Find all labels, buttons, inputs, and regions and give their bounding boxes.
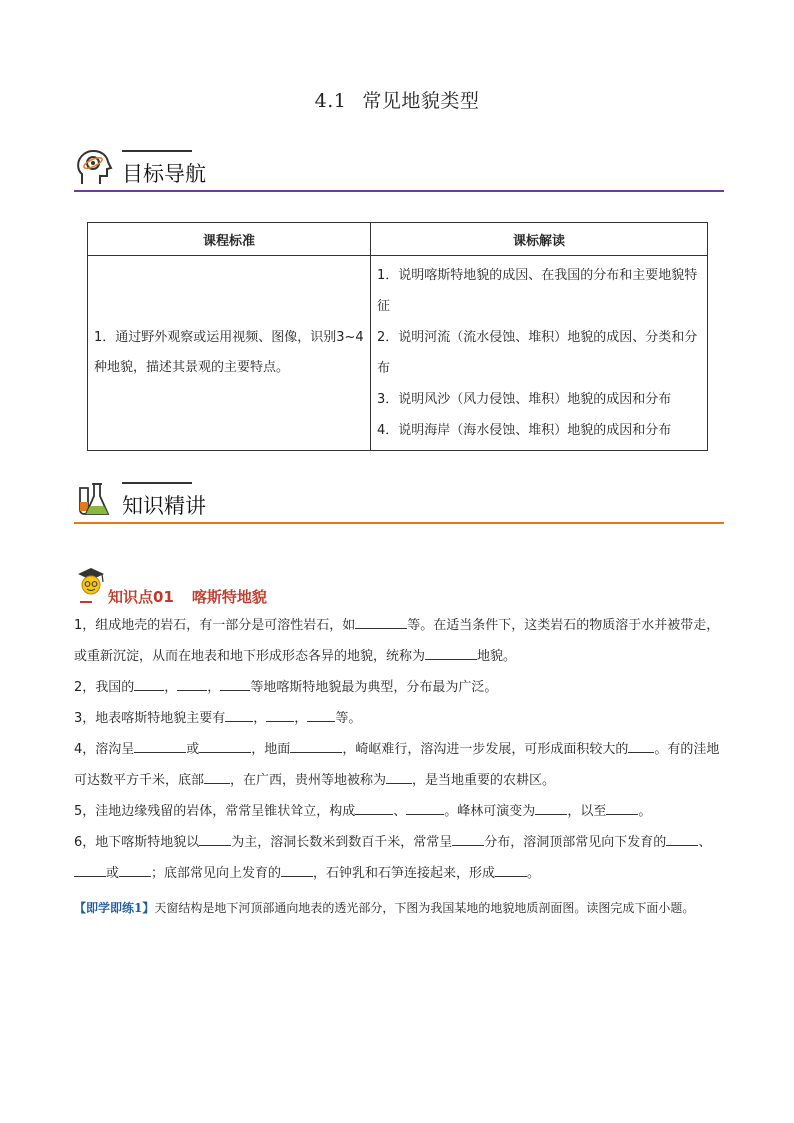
fill-blank[interactable]	[355, 614, 407, 629]
fill-blank[interactable]	[307, 707, 335, 722]
knowledge-point-header	[74, 566, 474, 606]
fill-blank[interactable]	[290, 738, 342, 753]
knowledge-point-topic: 喀斯特地貌	[191, 588, 267, 606]
section-title: 知识精讲	[122, 494, 206, 518]
fill-blank[interactable]	[177, 676, 207, 691]
fill-blank[interactable]	[355, 800, 393, 815]
fill-blank[interactable]	[386, 769, 412, 784]
header-decor-line	[122, 150, 192, 152]
section-number: 4.1	[314, 90, 347, 112]
fill-blank[interactable]	[199, 738, 251, 753]
interpretation-item: 1．说明喀斯特地貌的成因、在我国的分布和主要地貌特征	[377, 268, 698, 314]
fill-blank[interactable]	[281, 862, 313, 877]
table-row	[88, 256, 708, 451]
fill-blank[interactable]	[134, 738, 186, 753]
standard-cell: 1．通过野外观察或运用视频、图像，识别3~4 种地貌，描述其景观的主要特点。	[88, 256, 371, 451]
section-title: 目标导航	[122, 162, 206, 186]
practice-tag: 【即学即练1】	[74, 901, 155, 915]
curriculum-table	[87, 222, 708, 451]
fill-blank[interactable]	[74, 862, 106, 877]
interpretation-item: 2．说明河流（流水侵蚀、堆积）地貌的成因、分类和分布	[377, 330, 698, 376]
paragraph-4: 4，溶沟呈 或 ，地面 ，崎岖难行，溶沟进一步发展，可形成面积较大的 。有的洼地可达数平方千米，底部 ，在广西，贵州等地被称为 ，是当地重要的农耕区。	[74, 734, 724, 796]
table-header-row	[88, 223, 708, 256]
paragraph-6: 6，地下喀斯特地貌以 为主，溶洞长数米到数百千米，常常呈 分布，溶洞顶部常见向下发育的 、或 ；底部常见向上发育的 ，石钟乳和石笋连接起来，形成 。	[74, 827, 724, 889]
fill-blank[interactable]	[425, 645, 477, 660]
knowledge-point-label: 知识点01	[108, 588, 174, 606]
knowledge-point-title	[108, 586, 267, 607]
fill-blank[interactable]	[535, 800, 567, 815]
fill-blank[interactable]	[406, 800, 444, 815]
fill-blank[interactable]	[199, 831, 231, 846]
fill-blank[interactable]	[225, 707, 253, 722]
section-divider	[74, 522, 724, 524]
goal-navigation-header	[74, 148, 724, 192]
page-title	[0, 86, 794, 113]
fill-blank[interactable]	[666, 831, 698, 846]
table-header: 课标解读	[371, 223, 708, 256]
fill-blank[interactable]	[220, 676, 250, 691]
table-header: 课程标准	[88, 223, 371, 256]
paragraph-3: 3，地表喀斯特地貌主要有 ， ， 等。	[74, 703, 724, 734]
header-decor-line	[122, 482, 192, 484]
fill-blank[interactable]	[495, 862, 527, 877]
fill-blank[interactable]	[606, 800, 638, 815]
flask-icon	[74, 480, 114, 520]
paragraph-2: 2，我国的 ， ， 等地喀斯特地貌最为典型，分布最为广泛。	[74, 672, 724, 703]
practice-text: 天窗结构是地下河顶部通向地表的透光部分，下图为我国某地的地貌地质剖面图。读图完成下面小题。	[154, 901, 695, 915]
fill-blank[interactable]	[119, 862, 151, 877]
practice-prompt	[74, 893, 724, 923]
paragraph-1: 1，组成地壳的岩石，有一部分是可溶性岩石，如 等。在适当条件下，这类岩石的物质溶于水并被带走，或重新沉淀，从而在地表和地下形成形态各异的地貌，统称为 地貌。	[74, 610, 724, 672]
fill-blank[interactable]	[452, 831, 484, 846]
graduate-mascot-icon	[74, 566, 108, 606]
interpretation-item: 3．说明风沙（风力侵蚀、堆积）地貌的成因和分布	[377, 392, 672, 407]
interpretation-item: 4．说明海岸（海水侵蚀、堆积）地貌的成因和分布	[377, 423, 672, 438]
section-divider	[74, 190, 724, 192]
paragraph-5: 5，洼地边缘残留的岩体，常常呈锥状耸立，构成 、 。峰林可演变为 ，以至 。	[74, 796, 724, 827]
knowledge-header	[74, 480, 724, 524]
fill-blank[interactable]	[204, 769, 230, 784]
fill-blank[interactable]	[628, 738, 654, 753]
fill-blank[interactable]	[134, 676, 164, 691]
head-gear-icon	[74, 148, 114, 188]
fill-blank[interactable]	[266, 707, 294, 722]
interpretation-cell	[371, 256, 708, 451]
title-text: 常见地貌类型	[362, 90, 480, 112]
